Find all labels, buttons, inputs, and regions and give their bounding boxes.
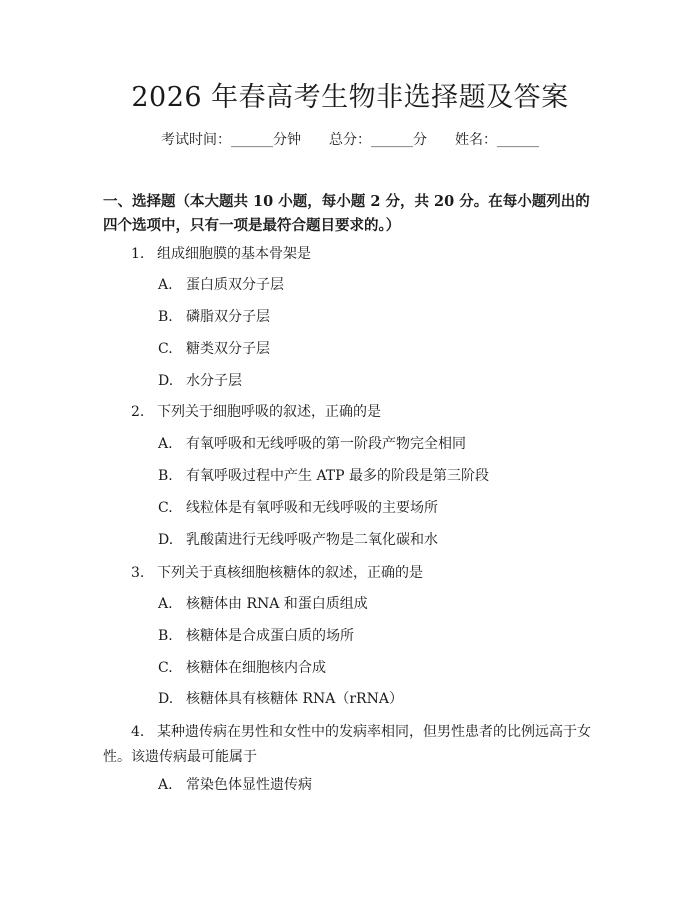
option-letter: B.	[158, 628, 173, 644]
option-text: 线粒体是有氧呼吸和无线呼吸的主要场所	[186, 500, 438, 516]
name-blank: ______	[497, 132, 539, 148]
time-label: 考试时间：	[161, 132, 231, 148]
option-letter: A.	[158, 777, 173, 793]
question-number: 1.	[131, 246, 145, 262]
question-3	[131, 563, 423, 583]
question-4-option-a	[158, 775, 312, 795]
question-number: 4.	[131, 724, 145, 740]
time-unit: 分钟	[273, 132, 301, 148]
option-text: 核糖体具有核糖体 RNA（rRNA）	[186, 691, 403, 707]
question-2	[131, 402, 381, 422]
question-2-option-d	[158, 530, 438, 550]
option-letter: A.	[158, 277, 173, 293]
question-1-option-a	[158, 275, 284, 295]
name-label: 姓名：	[455, 132, 497, 148]
question-stem: 下列关于真核细胞核糖体的叙述，正确的是	[157, 565, 423, 581]
option-letter: D.	[158, 532, 174, 548]
question-1-option-c	[158, 339, 270, 359]
option-letter: A.	[158, 436, 173, 452]
question-1	[131, 244, 311, 264]
option-letter: D.	[158, 373, 174, 389]
question-2-option-b	[158, 466, 489, 486]
option-text: 水分子层	[186, 373, 242, 389]
question-3-option-a	[158, 594, 368, 614]
option-letter: C.	[158, 500, 173, 516]
question-number: 2.	[131, 404, 145, 420]
question-stem: 组成细胞膜的基本骨架是	[157, 246, 311, 262]
question-2-option-a	[158, 434, 466, 454]
question-3-option-c	[158, 658, 326, 678]
question-3-option-b	[158, 626, 354, 646]
option-text: 糖类双分子层	[186, 341, 270, 357]
option-letter: D.	[158, 691, 174, 707]
question-number: 3.	[131, 565, 145, 581]
question-4	[103, 720, 599, 770]
option-text: 常染色体显性遗传病	[186, 777, 312, 793]
option-text: 蛋白质双分子层	[186, 277, 284, 293]
time-blank: ______	[231, 132, 273, 148]
section-heading: 一、选择题（本大题共 10 小题，每小题 2 分，共 20 分。在每小题列出的四个选项中，只有一项是最符合题目要求的。）	[103, 193, 590, 234]
question-3-option-d	[158, 689, 403, 709]
exam-meta-line	[0, 130, 700, 150]
question-1-option-d	[158, 371, 242, 391]
option-text: 乳酸菌进行无线呼吸产物是二氧化碳和水	[186, 532, 438, 548]
option-letter: B.	[158, 309, 173, 325]
option-text: 核糖体是合成蛋白质的场所	[186, 628, 354, 644]
score-label: 总分：	[329, 132, 371, 148]
option-text: 磷脂双分子层	[186, 309, 270, 325]
option-letter: C.	[158, 341, 173, 357]
question-2-option-c	[158, 498, 438, 518]
score-unit: 分	[413, 132, 427, 148]
option-text: 核糖体由 RNA 和蛋白质组成	[186, 596, 368, 612]
exam-title: 2026 年春高考生物非选择题及答案	[131, 82, 569, 113]
option-text: 有氧呼吸和无线呼吸的第一阶段产物完全相同	[186, 436, 466, 452]
option-letter: B.	[158, 468, 173, 484]
score-blank: ______	[371, 132, 413, 148]
question-stem: 下列关于细胞呼吸的叙述，正确的是	[157, 404, 381, 420]
option-text: 核糖体在细胞核内合成	[186, 660, 326, 676]
option-letter: A.	[158, 596, 173, 612]
question-1-option-b	[158, 307, 270, 327]
question-stem: 某种遗传病在男性和女性中的发病率相同，但男性患者的比例远高于女性。该遗传病最可能属于	[103, 724, 591, 765]
option-text: 有氧呼吸过程中产生 ATP 最多的阶段是第三阶段	[186, 468, 490, 484]
option-letter: C.	[158, 660, 173, 676]
